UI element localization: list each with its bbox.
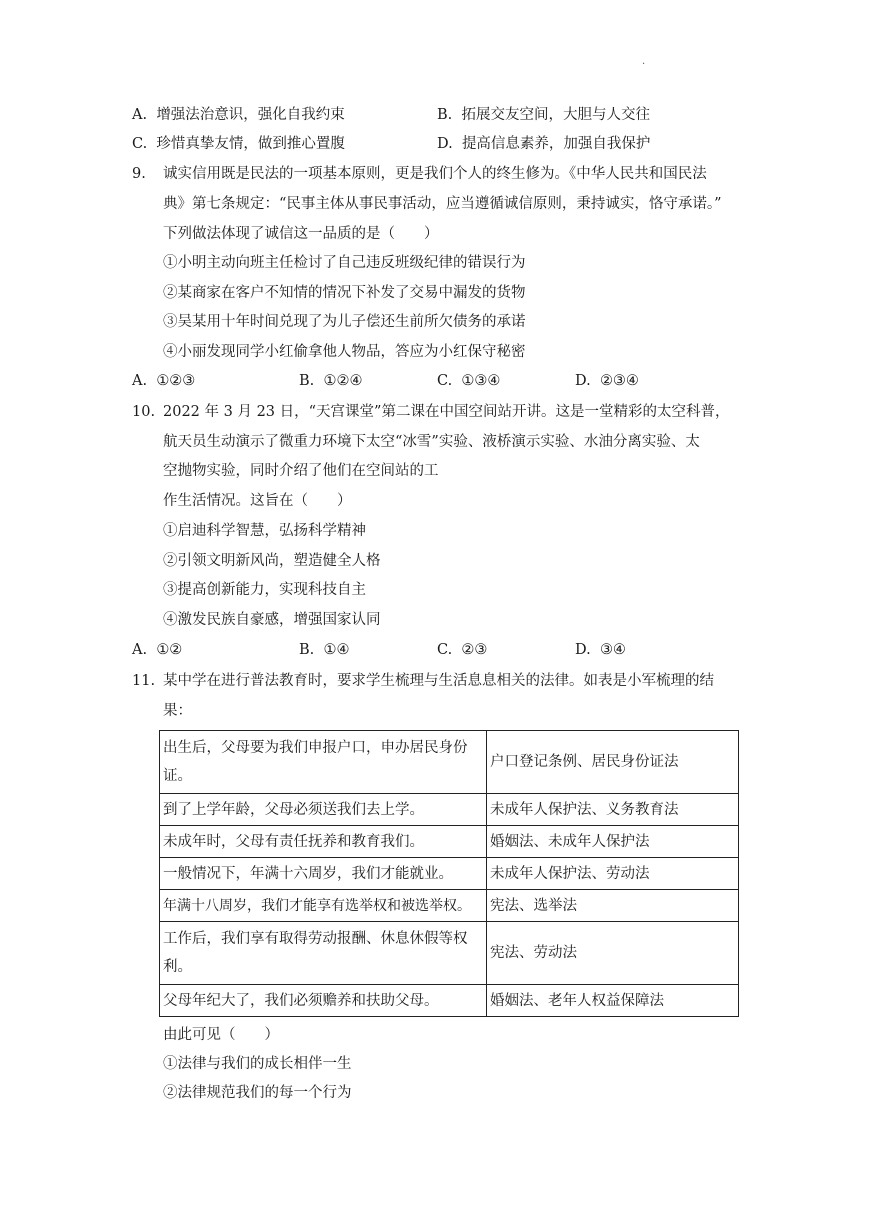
table-cell-law: 户口登记条例、居民身份证法 — [487, 731, 739, 794]
table-cell-event: 父母年纪大了，我们必须赡养和扶助父母。 — [160, 985, 487, 1017]
question-stem-line: 某中学在进行普法教育时，要求学生梳理与生活息息相关的法律。如表是小军梳理的结 — [163, 673, 714, 689]
table-cell-law: 宪法、选举法 — [487, 890, 739, 922]
statement-item: ④小丽发现同学小红偷拿他人物品，答应为小红保守秘密 — [163, 344, 526, 360]
option-label: B. — [437, 107, 453, 123]
option-label: A. — [132, 107, 148, 123]
table-cell-law: 未成年人保护法、劳动法 — [487, 858, 739, 890]
table-cell-event: 一般情况下，年满十六周岁，我们才能就业。 — [160, 858, 487, 890]
option-text: 拓展交友空间，大胆与人交往 — [461, 107, 650, 123]
option-label: D. — [575, 373, 591, 389]
statement-item: ①法律与我们的成长相伴一生 — [163, 1056, 352, 1072]
question-number: 11. — [132, 673, 156, 689]
option-text: ②③ — [461, 642, 488, 658]
statement-item: ②引领文明新风尚，塑造健全人格 — [163, 553, 381, 569]
statement-item: ②某商家在客户不知情的情况下补发了交易中漏发的货物 — [163, 285, 526, 301]
option-text: ①③④ — [461, 373, 501, 389]
q10-option-d[interactable] — [575, 640, 626, 660]
table-row — [160, 858, 739, 890]
statement-item: ②法律规范我们的每一个行为 — [163, 1085, 352, 1101]
question-number: 9. — [132, 166, 146, 182]
q10-option-b[interactable] — [299, 640, 349, 660]
option-label: B. — [299, 642, 315, 658]
table-cell-event: 未成年时，父母有责任抚养和教育我们。 — [160, 826, 487, 858]
statement-item: ③吴某用十年时间兑现了为儿子偿还生前所欠债务的承诺 — [163, 314, 526, 330]
q8-option-d[interactable] — [437, 134, 650, 154]
question-stem-line: 2022 年 3 月 23 日，“天宫课堂”第二课在中国空间站开讲。这是一堂精彩的太空科普， — [163, 404, 730, 420]
table-row — [160, 731, 739, 794]
table-cell-law: 宪法、劳动法 — [487, 922, 739, 985]
table-row — [160, 826, 739, 858]
statement-item: ①小明主动向班主任检讨了自己违反班级纪律的错误行为 — [163, 255, 526, 271]
table-row — [160, 890, 739, 922]
question-stem-line: 诚实信用既是民法的一项基本原则，更是我们个人的终生修为。《中华人民共和国民法 — [163, 166, 707, 182]
option-label: D. — [437, 136, 453, 152]
question-number: 10. — [132, 404, 156, 420]
question-stem-line: 由此可见（ ） — [163, 1027, 279, 1043]
q9-option-d[interactable] — [575, 371, 639, 391]
question-stem-line: 空抛物实验，同时介绍了他们在空间站的工 — [163, 463, 439, 479]
table-row — [160, 985, 739, 1017]
q8-option-c[interactable] — [132, 134, 345, 154]
option-label: C. — [437, 642, 453, 658]
option-text: ③④ — [599, 642, 626, 658]
question-stem-line: 航天员生动演示了微重力环境下太空“冰雪”实验、液桥演示实验、水油分离实验、太 — [163, 434, 700, 450]
table-row — [160, 794, 739, 826]
option-text: 珍惜真挚友情，做到推心置腹 — [156, 136, 345, 152]
table-row — [160, 922, 739, 985]
statement-item: ①启迪科学智慧，弘扬科学精神 — [163, 523, 366, 539]
question-stem-line: 作生活情况。这旨在（ ） — [163, 493, 352, 509]
q8-option-b[interactable] — [437, 105, 650, 125]
q10-option-c[interactable] — [437, 640, 487, 660]
option-text: ①②④ — [323, 373, 363, 389]
option-text: 增强法治意识，强化自我约束 — [156, 107, 345, 123]
table-cell-event: 出生后，父母要为我们申报户口，申办居民身份证。 — [160, 731, 487, 794]
option-label: B. — [299, 373, 315, 389]
q8-option-a[interactable] — [132, 105, 345, 125]
q9-option-a[interactable] — [132, 371, 195, 391]
statement-item: ③提高创新能力，实现科技自主 — [163, 582, 366, 598]
table-cell-law: 婚姻法、老年人权益保障法 — [487, 985, 739, 1017]
page-mark: . — [642, 56, 646, 67]
q9-option-c[interactable] — [437, 371, 500, 391]
q10-option-a[interactable] — [132, 640, 182, 660]
option-label: A. — [132, 373, 148, 389]
option-text: ①②③ — [156, 373, 196, 389]
table-cell-event: 年满十八周岁，我们才能享有选举权和被选举权。 — [160, 890, 487, 922]
option-text: ①② — [156, 642, 183, 658]
option-text: ②③④ — [599, 373, 639, 389]
table-cell-event: 工作后，我们享有取得劳动报酬、休息休假等权利。 — [160, 922, 487, 985]
option-label: C. — [132, 136, 148, 152]
law-table — [159, 730, 739, 1017]
option-label: A. — [132, 642, 148, 658]
statement-item: ④激发民族自豪感，增强国家认同 — [163, 612, 381, 628]
table-cell-law: 婚姻法、未成年人保护法 — [487, 826, 739, 858]
table-cell-law: 未成年人保护法、义务教育法 — [487, 794, 739, 826]
question-stem-line: 典》第七条规定：“民事主体从事民事活动，应当遵循诚信原则，秉持诚实，恪守承诺。” — [163, 196, 722, 212]
option-label: C. — [437, 373, 453, 389]
question-stem-line: 下列做法体现了诚信这一品质的是（ ） — [163, 226, 439, 242]
q9-option-b[interactable] — [299, 371, 362, 391]
table-cell-event: 到了上学年龄，父母必须送我们去上学。 — [160, 794, 487, 826]
option-label: D. — [575, 642, 591, 658]
option-text: 提高信息素养，加强自我保护 — [461, 136, 651, 152]
question-stem-line: 果： — [163, 703, 192, 719]
option-text: ①④ — [323, 642, 350, 658]
